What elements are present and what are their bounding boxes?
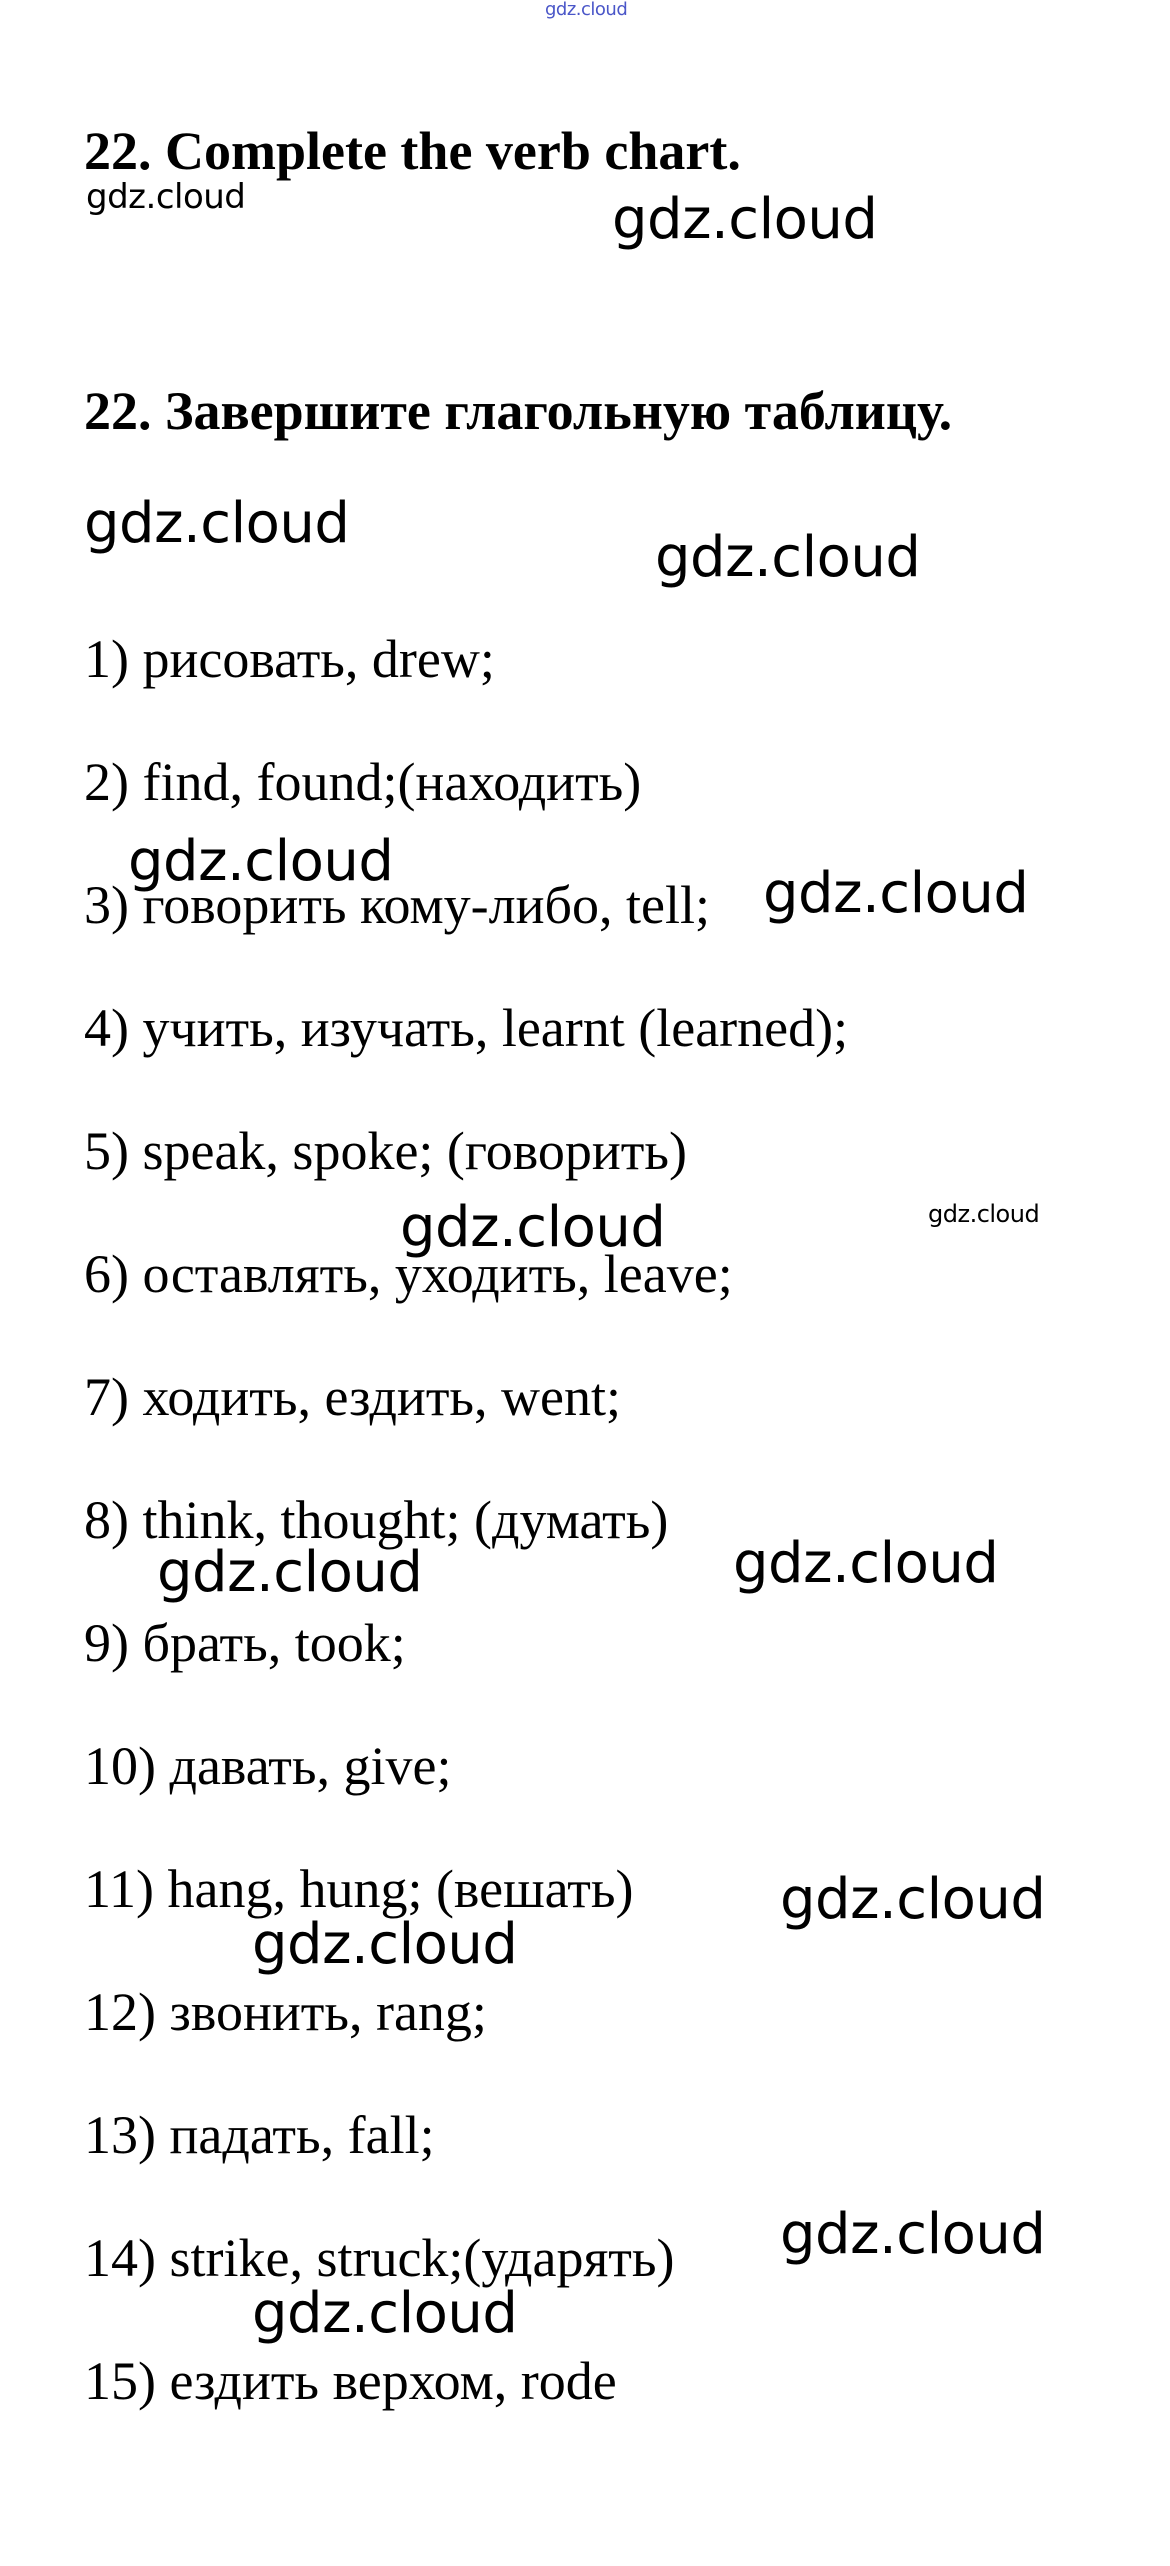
watermark: gdz.cloud: [928, 1200, 1040, 1228]
watermark: gdz.cloud: [128, 829, 394, 894]
list-item: 4) учить, изучать, learnt (learned);: [84, 998, 849, 1058]
list-item: 1) рисовать, drew;: [84, 629, 495, 689]
list-item: 10) давать, give;: [84, 1736, 452, 1796]
watermark: gdz.cloud: [733, 1531, 999, 1596]
watermark: gdz.cloud: [252, 2281, 518, 2346]
watermark: gdz.cloud: [252, 1912, 518, 1977]
list-item: 13) падать, fall;: [84, 2105, 435, 2165]
list-item: 2) find, found;(находить): [84, 752, 642, 812]
list-item: 7) ходить, ездить, went;: [84, 1367, 622, 1427]
watermark: gdz.cloud: [400, 1195, 666, 1260]
watermark: gdz.cloud: [763, 861, 1029, 926]
watermark: gdz.cloud: [157, 1540, 423, 1605]
list-item: 5) speak, spoke; (говорить): [84, 1121, 687, 1181]
watermark: gdz.cloud: [780, 2202, 1046, 2267]
heading-english: 22. Complete the verb chart.: [84, 121, 741, 181]
watermark: gdz.cloud: [655, 525, 921, 590]
watermark: gdz.cloud: [86, 177, 246, 217]
list-item: 15) ездить верхом, rode: [84, 2351, 617, 2411]
watermark: gdz.cloud: [84, 491, 350, 556]
watermark: gdz.cloud: [612, 187, 878, 252]
list-item: 12) звонить, rang;: [84, 1982, 487, 2042]
list-item: 14) strike, struck;(ударять): [84, 2228, 675, 2288]
list-item: 8) think, thought; (думать): [84, 1490, 669, 1550]
heading-russian: 22. Завершите глагольную таблицу.: [84, 381, 953, 441]
list-item: 9) брать, took;: [84, 1613, 406, 1673]
list-item: 3) говорить кому-либо, tell;: [84, 875, 710, 935]
watermark: gdz.cloud: [780, 1867, 1046, 1932]
list-item: 6) оставлять, уходить, leave;: [84, 1244, 733, 1304]
top-watermark: gdz.cloud: [545, 0, 628, 20]
list-item: 11) hang, hung; (вешать): [84, 1859, 634, 1919]
